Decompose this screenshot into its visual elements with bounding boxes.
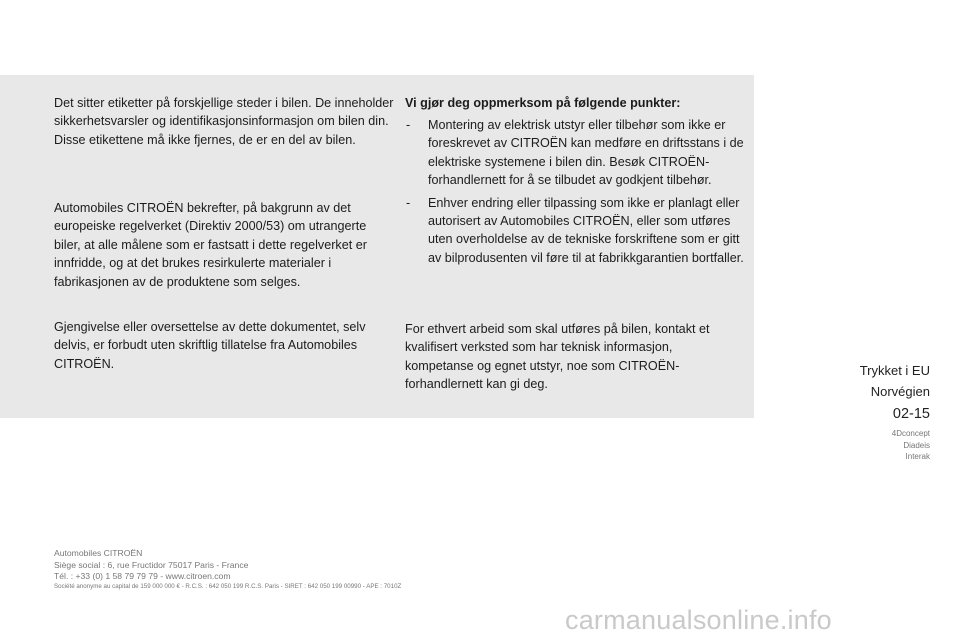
watermark: carmanualsonline.info bbox=[565, 605, 832, 635]
language-line: Norvégien bbox=[870, 384, 930, 399]
credit-line: Diadeis bbox=[903, 440, 930, 450]
labels-paragraph: Det sitter etiketter på forskjellige steder i bilen. De inneholder sikkerhetsvarsler og identifikasjonsinformasjon om bilen din. Disse etikettene må ikke fjernes, de er en del av bilen. bbox=[54, 96, 394, 147]
bullet-dash: - bbox=[406, 195, 411, 210]
printed-info bbox=[860, 360, 930, 402]
recycling-paragraph: Automobiles CITROËN bekrefter, på bakgrunn av det europeiske regelverket (Direktiv 2000/53) om utrangerte biler, at alle målene som er fastsatt i dette regelverket er innfridde, og at det brukes resirkulerte materialer i fabrikasjonen av de produktene som selges. bbox=[54, 201, 367, 289]
company-legal: Société anonyme au capital de 159 000 000 € - R.C.S. : 642 050 199 R.C.S. Paris - SIRET : 642 050 199 00990 - APE : 7010Z bbox=[54, 582, 402, 590]
notice-list bbox=[405, 116, 750, 271]
workshop-paragraph: For ethvert arbeid som skal utføres på bilen, kontakt et kvalifisert verksted som har teknisk informasjon, kompetanse og egnet utstyr, noe som CITROËN-forhandlernett kan gi deg. bbox=[405, 322, 710, 392]
list-item bbox=[405, 116, 750, 190]
notice-heading: Vi gjør deg oppmerksom på følgende punkter: bbox=[405, 96, 681, 110]
printed-line: Trykket i EU bbox=[859, 363, 930, 378]
list-item bbox=[405, 194, 750, 268]
bullet-dash: - bbox=[406, 118, 411, 132]
copyright-paragraph: Gjengivelse eller oversettelse av dette dokumentet, selv delvis, er forbudt uten skriftlig tillatelse fra Automobiles CITROËN. bbox=[54, 320, 366, 371]
list-item-text: Enhver endring eller tilpassing som ikke er planlagt eller autorisert av Automobiles CITROËN, eller som utføres uten overholdelse av de tekniske forskriftene som er gitt av bilprodusenten vil føre til at fabrikkgarantien bortfaller. bbox=[428, 195, 744, 265]
company-name: Automobiles CITROËN bbox=[54, 548, 143, 558]
credit-line: Interak bbox=[905, 452, 930, 461]
company-address: Siège social : 6, rue Fructidor 75017 Paris - France bbox=[54, 559, 249, 570]
credits bbox=[892, 428, 930, 463]
edition-code: 02-15 bbox=[892, 406, 930, 422]
list-item-text: Montering av elektrisk utstyr eller tilbehør som ikke er foreskrevet av CITROËN kan medføre en driftsstans i de elektriske systemene i bilen din. Besøk CITROËN-forhandlernett for å se tilbudet av godkjent tilbehør. bbox=[428, 118, 744, 188]
credit-line: 4Dconcept bbox=[891, 429, 930, 438]
company-footer bbox=[54, 548, 401, 591]
company-phone: Tél. : +33 (0) 1 58 79 79 79 - www.citroen.com bbox=[54, 571, 231, 582]
